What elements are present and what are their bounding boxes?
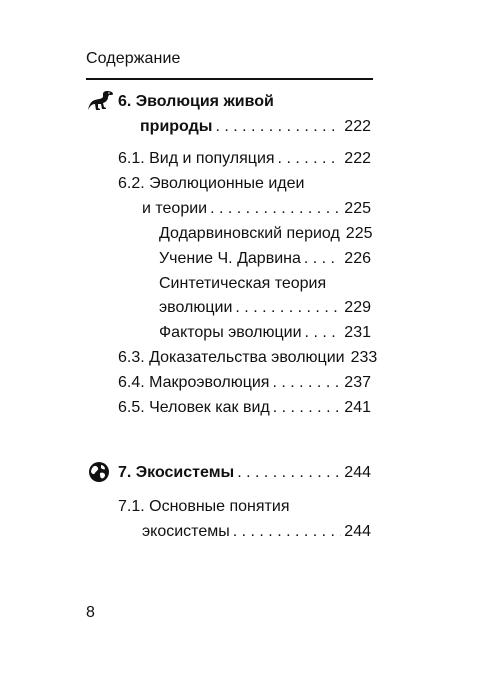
page-ref: 233: [350, 349, 378, 366]
toc-label: экосистемы: [142, 523, 230, 540]
leader-dots: [235, 298, 341, 318]
leader-dots: [278, 149, 342, 169]
page-ref: 225: [345, 225, 373, 242]
toc-subentry: [159, 249, 371, 269]
chapter-6-title: 6. Эволюция живой: [118, 93, 274, 110]
toc-label: 6.3. Доказательства эволюции: [118, 349, 345, 366]
chapter-6-title-continued: природы: [140, 118, 213, 135]
toc-label: Учение Ч. Дарвина: [159, 250, 301, 267]
header-divider: [86, 78, 373, 80]
leader-dots: [304, 249, 341, 269]
leader-dots: [233, 522, 342, 542]
page-ref: 241: [344, 399, 371, 416]
chapter-7-entry: [118, 463, 371, 483]
globe-icon: [88, 461, 110, 483]
toc-label: Факторы эволюции: [159, 324, 302, 341]
page-header-title: Содержание: [86, 50, 181, 67]
toc-subentry: [159, 323, 371, 343]
page-ref: 244: [344, 523, 371, 540]
toc-label: 6.5. Человек как вид: [118, 399, 270, 416]
toc-entry-6-4: [118, 373, 371, 393]
toc-subentry-label: Синтетическая теория: [159, 275, 327, 292]
page-ref: 226: [344, 250, 371, 267]
leader-dots: [237, 463, 341, 483]
toc-label: и теории: [142, 200, 208, 217]
dinosaur-icon: [88, 90, 114, 112]
page-ref: 231: [344, 324, 371, 341]
toc-subentry: [159, 224, 371, 244]
leader-dots: [273, 398, 342, 418]
toc-entry-6-5: [118, 398, 371, 418]
toc-entry-6-3: [118, 348, 378, 368]
page-ref: 222: [344, 150, 371, 167]
page-number: 8: [86, 604, 95, 621]
leader-dots: [215, 117, 341, 137]
toc-label: Додарвиновский период: [159, 225, 340, 242]
page-ref: 225: [344, 200, 371, 217]
toc-entry-7-1: [142, 522, 371, 542]
page-ref: 229: [344, 299, 371, 316]
leader-dots: [305, 323, 342, 343]
page-ref: 237: [344, 374, 371, 391]
page-ref: 244: [344, 464, 371, 481]
toc-subentry: [159, 298, 371, 318]
toc-entry-6-1: [118, 149, 371, 169]
chapter-6-entry: [140, 117, 371, 137]
toc-entry-7-1-label: 7.1. Основные понятия: [118, 498, 290, 515]
chapter-7-title: 7. Экосистемы: [118, 464, 235, 481]
toc-entry-6-2-label: 6.2. Эволюционные идеи: [118, 175, 305, 192]
toc-label: эволюции: [159, 299, 233, 316]
toc-label: 6.4. Макроэволюция: [118, 374, 270, 391]
leader-dots: [210, 199, 341, 219]
leader-dots: [272, 373, 341, 393]
toc-label: 6.1. Вид и популяция: [118, 150, 275, 167]
toc-entry-6-2: [142, 199, 371, 219]
page-ref: 222: [344, 118, 371, 135]
